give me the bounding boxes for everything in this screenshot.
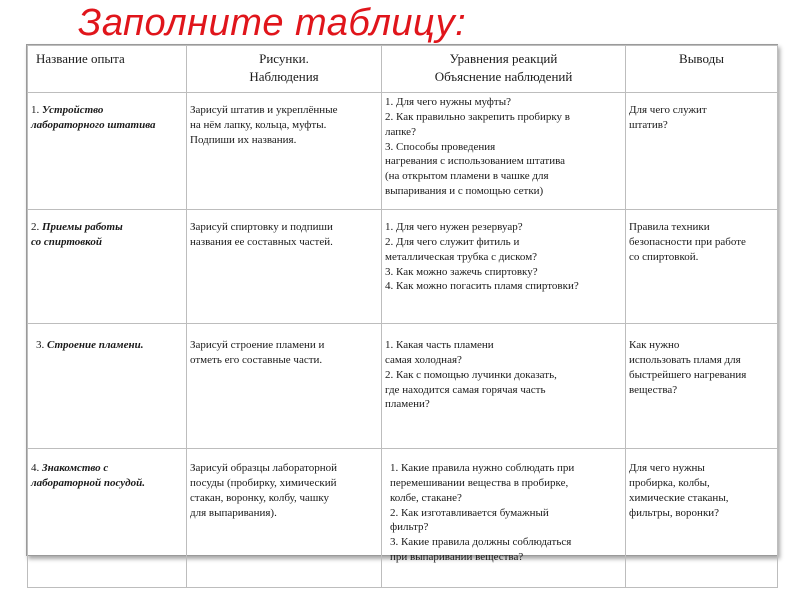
experiment-name-cell <box>28 93 187 210</box>
cell-line: Правила техники <box>629 221 710 233</box>
cell-line: химические стаканы, <box>629 491 729 504</box>
cell-line: лапке? <box>385 125 416 138</box>
cell-line: со спиртовкой. <box>629 250 699 263</box>
header-line: Название опыта <box>36 51 125 66</box>
table-row <box>28 324 778 449</box>
experiment-name-cell <box>28 324 187 449</box>
cell-line: 2. Как изготавливается бумажный <box>390 506 549 519</box>
cell-line: 1. Какие правила нужно соблюдать при <box>390 462 575 474</box>
cell-line: пробирка, колбы, <box>629 476 710 489</box>
cell-line: названия ее составных частей. <box>190 235 333 248</box>
header-drawings <box>187 46 382 93</box>
cell-line: безопасности при работе <box>629 235 746 248</box>
cell-line: со спиртовкой <box>31 235 102 248</box>
cell-line: Как нужно <box>629 339 680 351</box>
header-row <box>28 46 778 93</box>
header-line: Объяснение наблюдений <box>434 68 573 84</box>
cell-line <box>36 338 183 353</box>
experiment-table <box>26 44 778 564</box>
header-conclusions <box>626 46 778 93</box>
cell-line: 3. Какие правила должны соблюдаться <box>390 536 572 549</box>
cell-line: выпаривания и с помощью сетки) <box>385 185 544 198</box>
questions-cell <box>382 210 626 324</box>
cell-line: вещества? <box>629 383 678 396</box>
cell-line: 2. Как правильно закрепить пробирку в <box>385 110 570 123</box>
cell-line <box>31 461 183 476</box>
experiment-name-cell <box>28 210 187 324</box>
table <box>27 45 778 588</box>
header-experiment-name <box>28 46 187 93</box>
conclusions-cell <box>626 449 778 588</box>
cell-line <box>31 103 183 118</box>
row-number: 4. <box>31 462 40 474</box>
cell-line: использовать пламя для <box>629 353 741 366</box>
cell-line: Для чего служит <box>629 104 707 116</box>
cell-text: Приемы работы <box>42 221 123 233</box>
drawings-cell <box>187 210 382 324</box>
cell-line: 3. Способы проведения <box>385 140 496 153</box>
questions-cell <box>382 324 626 449</box>
cell-line: Подпиши их названия. <box>190 133 297 146</box>
cell-line: где находится самая горячая часть <box>385 383 546 396</box>
cell-line: быстрейшего нагревания <box>629 368 747 381</box>
header-line: Выводы <box>679 51 724 66</box>
cell-line: Зарисуй образцы лабораторной <box>190 462 338 474</box>
cell-line: перемешивании вещества в пробирке, <box>390 476 569 489</box>
cell-line: фильтры, воронки? <box>629 506 720 519</box>
cell-line: Зарисуй спиртовку и подпиши <box>190 221 333 233</box>
drawings-cell <box>187 449 382 588</box>
cell-line: стакан, воронку, колбу, чашку <box>190 491 330 504</box>
cell-text: Устройство <box>42 104 104 116</box>
cell-line: 4. Как можно погасить пламя спиртовки? <box>385 280 579 293</box>
conclusions-cell <box>626 324 778 449</box>
cell-line: (на открытом пламени в чашке для <box>385 170 549 183</box>
drawings-cell <box>187 324 382 449</box>
cell-text: Знакомство с <box>42 462 109 474</box>
cell-line: при выпаривании вещества? <box>390 551 524 564</box>
table-row <box>28 449 778 588</box>
slide-title: Заполните таблицу: <box>78 2 467 44</box>
row-number: 2. <box>31 221 40 233</box>
cell-line: фильтр? <box>390 521 429 534</box>
cell-line: 3. Как можно зажечь спиртовку? <box>385 265 538 278</box>
row-number: 1. <box>31 104 40 116</box>
header-line: Наблюдения <box>249 68 319 84</box>
cell-line: посуды (пробирку, химический <box>190 476 337 489</box>
header-line: Уравнения реакций <box>449 51 558 66</box>
cell-line: колбе, стакане? <box>390 491 462 504</box>
cell-text: Строение пламени. <box>47 339 144 351</box>
conclusions-cell <box>626 210 778 324</box>
cell-line <box>31 220 183 235</box>
questions-cell <box>382 93 626 210</box>
cell-line: пламени? <box>385 398 430 411</box>
cell-line: лабораторной посудой. <box>31 476 145 489</box>
cell-line: для выпаривания). <box>190 506 277 519</box>
cell-line: лабораторного штатива <box>31 118 156 131</box>
cell-line: на нём лапку, кольца, муфты. <box>190 118 327 131</box>
experiment-name-cell <box>28 449 187 588</box>
header-equations <box>382 46 626 93</box>
cell-line: нагревания с использованием штатива <box>385 155 566 168</box>
drawings-cell <box>187 93 382 210</box>
cell-line: металлическая трубка с диском? <box>385 250 538 263</box>
cell-line: самая холодная? <box>385 353 462 366</box>
table-row <box>28 93 778 210</box>
table-row <box>28 210 778 324</box>
cell-line: 1. Для чего нужны муфты? <box>385 96 511 108</box>
cell-line: 2. Как с помощью лучинки доказать, <box>385 368 557 381</box>
cell-line: отметь его составные части. <box>190 353 323 366</box>
conclusions-cell <box>626 93 778 210</box>
header-line: Рисунки. <box>259 51 309 66</box>
cell-line: штатив? <box>629 118 668 131</box>
cell-line: Для чего нужны <box>629 462 705 474</box>
questions-cell <box>382 449 626 588</box>
row-number: 3. <box>36 339 45 351</box>
cell-line: 2. Для чего служит фитиль и <box>385 235 520 248</box>
cell-line: 1. Для чего нужен резервуар? <box>385 221 523 233</box>
cell-line: 1. Какая часть пламени <box>385 339 494 351</box>
cell-line: Зарисуй штатив и укреплённые <box>190 104 338 116</box>
cell-line: Зарисуй строение пламени и <box>190 339 325 351</box>
